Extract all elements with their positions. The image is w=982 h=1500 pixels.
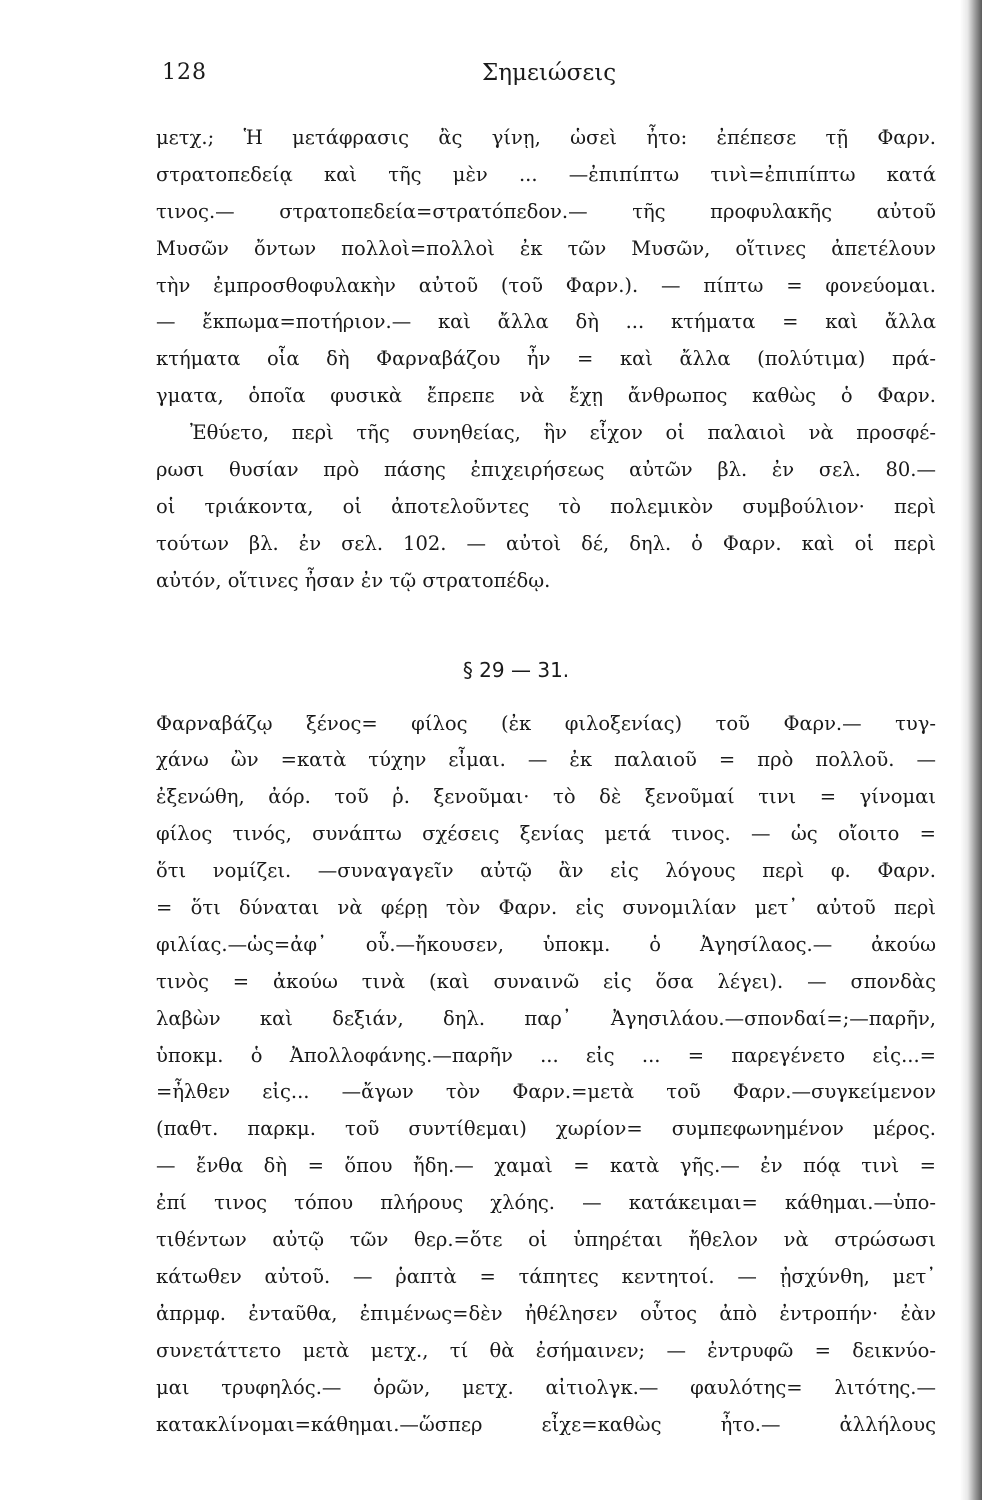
text-line: τινὸς = ἀκούω τινὰ (καὶ συναινῶ εἰς ὅσα λέγει). — σπονδὰς bbox=[156, 969, 936, 993]
text-line: τὴν ἐμπροσθοφυλακὴν αὐτοῦ (τοῦ Φαρν.). — πίπτω = φονεύομαι. bbox=[156, 273, 936, 297]
text-line: στρατοπεδείᾳ καὶ τῆς μὲν ... —ἐπιπίπτω τινὶ=ἐπιπίπτω κατά bbox=[156, 162, 936, 186]
text-line: κτήματα οἷα δὴ Φαρναβάζου ἦν = καὶ ἄλλα (πολύτιμα) πρά- bbox=[156, 347, 936, 371]
text-line: λαβὼν καὶ δεξιάν, δηλ. παρ᾽ Ἀγησιλάου.—σπονδαί=;—παρῆν, bbox=[156, 1006, 936, 1030]
page-edge-shadow bbox=[960, 0, 982, 1500]
text-line: — ἔκπωμα=ποτήριον.— καὶ ἄλλα δὴ ... κτήματα = καὶ ἄλλα bbox=[156, 310, 936, 334]
text-line: φιλίας.—ὡς=ἀφ᾽ οὗ.—ἤκουσεν, ὑποκμ. ὁ Ἀγησίλαος.— ἀκούω bbox=[156, 932, 936, 956]
text-line: Ἐθύετο, περὶ τῆς συνηθείας, ἣν εἶχον οἱ παλαιοὶ νὰ προσφέ- bbox=[190, 421, 936, 445]
text-line: ἐξενώθη, ἀόρ. τοῦ ῥ. ξενοῦμαι· τὸ δὲ ξενοῦμαί τινι = γίνομαι bbox=[156, 785, 936, 809]
text-line: συνετάττετο μετὰ μετχ., τί θὰ ἐσήμαινεν; — ἐντρυφῶ = δεικνύο- bbox=[156, 1338, 936, 1362]
text-line: Φαρναβάζῳ ξένος= φίλος (ἐκ φιλοξενίας) τοῦ Φαρν.— τυγ- bbox=[156, 711, 936, 735]
text-line: (παθτ. παρκμ. τοῦ συντίθεμαι) χωρίον= συμπεφωνημένον μέρος. bbox=[156, 1117, 936, 1141]
text-line: = ὅτι δύναται νὰ φέρῃ τὸν Φαρν. εἰς συνομιλίαν μετ᾽ αὐτοῦ περὶ bbox=[156, 896, 936, 920]
text-line: ὅτι νομίζει. —συναγαγεῖν αὐτῷ ἂν εἰς λόγους περὶ φ. Φαρν. bbox=[156, 859, 936, 883]
text-line: =ἦλθεν εἰς... —ἄγων τὸν Φαρν.=μετὰ τοῦ Φαρν.—συγκείμενον bbox=[156, 1080, 936, 1104]
text-line: μετχ.; Ἡ μετάφρασις ἂς γίνῃ, ὡσεὶ ἦτο: ἐπέπεσε τῇ Φαρν. bbox=[156, 126, 936, 149]
text-line: Μυσῶν ὄντων πολλοὶ=πολλοὶ ἐκ τῶν Μυσῶν, οἵτινες ἀπετέλουν bbox=[156, 236, 936, 260]
text-line: ρωσι θυσίαν πρὸ πάσης ἐπιχειρήσεως αὐτῶν βλ. ἐν σελ. 80.— bbox=[156, 458, 936, 482]
text-line: χάνω ὢν =κατὰ τύχην εἶμαι. — ἐκ παλαιοῦ = πρὸ πολλοῦ. — bbox=[156, 748, 936, 772]
text-line: κάτωθεν αὐτοῦ. — ῥαπτὰ = τάπητες κεντητοί. — ᾐσχύνθη, μετ᾽ bbox=[156, 1264, 936, 1288]
text-line: μαι τρυφηλός.— ὁρῶν, μετχ. αἰτιολγκ.— φαυλότης= λιτότης.— bbox=[156, 1375, 936, 1399]
text-line: φίλος τινός, συνάπτω σχέσεις ξενίας μετά τινος. — ὡς οἴοιτο = bbox=[156, 822, 936, 846]
running-head: Σημειώσεις bbox=[482, 60, 617, 86]
text-line: οἱ τριάκοντα, οἱ ἀποτελοῦντες τὸ πολεμικὸν συμβούλιον· περὶ bbox=[156, 494, 936, 518]
text-line: αὐτόν, οἵτινες ἦσαν ἐν τῷ στρατοπέδῳ. bbox=[156, 568, 551, 592]
notes-paragraph-1 bbox=[156, 120, 936, 600]
text-line: κατακλίνομαι=κάθημαι.—ὥσπερ εἶχε=καθὼς ἦτο.— ἀλλήλους bbox=[156, 1412, 936, 1436]
notes-body bbox=[156, 120, 936, 1443]
text-line: τούτων βλ. ἐν σελ. 102. — αὐτοὶ δέ, δηλ. ὁ Φαρν. καὶ οἱ περὶ bbox=[156, 531, 936, 555]
text-line: γματα, ὁποῖα φυσικὰ ἔπρεπε νὰ ἔχῃ ἄνθρωπος καθὼς ὁ Φαρν. bbox=[156, 384, 936, 408]
text-line: ὑποκμ. ὁ Ἀπολλοφάνης.—παρῆν ... εἰς ... = παρεγένετο εἰς...= bbox=[156, 1043, 936, 1067]
section-heading: § 29 — 31. bbox=[462, 657, 570, 682]
page-number: 128 bbox=[162, 60, 207, 85]
page-header bbox=[162, 60, 948, 96]
text-line: τιθέντων αὐτῷ τῶν θερ.=ὅτε οἱ ὑπηρέται ἤθελον νὰ στρώσωσι bbox=[156, 1228, 936, 1252]
text-line: ἐπί τινος τόπου πλήρους χλόης. — κατάκειμαι= κάθημαι.—ὑπο- bbox=[156, 1191, 936, 1215]
notes-paragraph-2 bbox=[156, 706, 936, 1444]
text-line: — ἔνθα δὴ = ὅπου ἤδη.— χαμαὶ = κατὰ γῆς.— ἐν πόᾳ τινὶ = bbox=[156, 1154, 936, 1178]
text-line: ἀπρμφ. ἐνταῦθα, ἐπιμένως=δὲν ἠθέλησεν οὗτος ἀπὸ ἐντροπήν· ἐὰν bbox=[156, 1301, 936, 1325]
text-line: τινος.— στρατοπεδεία=στρατόπεδον.— τῆς προφυλακῆς αὐτοῦ bbox=[156, 199, 936, 223]
